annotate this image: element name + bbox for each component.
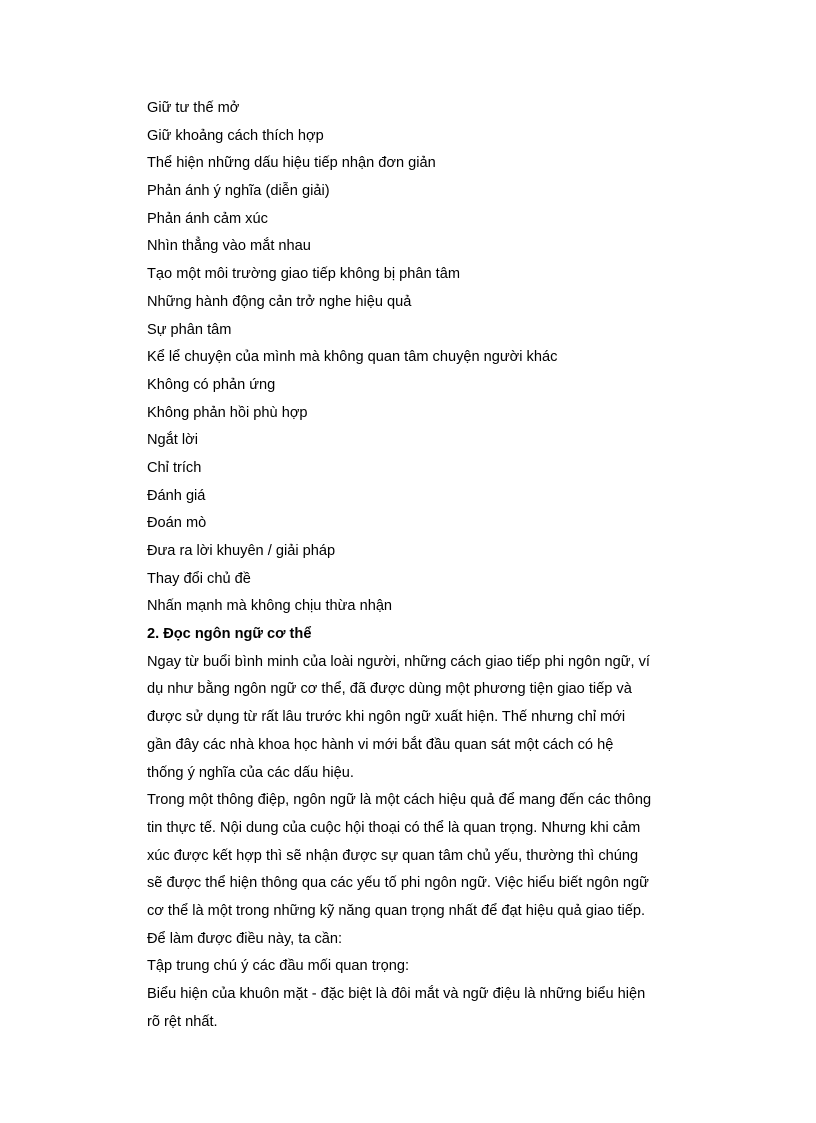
list-item: Nhìn thẳng vào mắt nhau bbox=[147, 238, 311, 255]
paragraph-line: dụ như bằng ngôn ngữ cơ thể, đã được dùng một phương tiện giao tiếp và bbox=[147, 681, 632, 698]
document-page bbox=[147, 95, 687, 1036]
list-item: Đoán mò bbox=[147, 515, 207, 532]
list-item: Thay đổi chủ đề bbox=[147, 570, 251, 587]
list-item: Phản ánh ý nghĩa (diễn giải) bbox=[147, 183, 330, 200]
paragraph-line: Ngay từ buổi bình minh của loài người, những cách giao tiếp phi ngôn ngữ, ví bbox=[147, 653, 650, 670]
list-item: Ngắt lời bbox=[147, 432, 198, 449]
paragraph-line: tin thực tế. Nội dung của cuộc hội thoại có thể là quan trọng. Nhưng khi cảm bbox=[147, 819, 641, 836]
list-item: Chỉ trích bbox=[147, 459, 202, 476]
list-item: Sự phân tâm bbox=[147, 321, 232, 338]
paragraph-line: Để làm được điều này, ta cần: bbox=[147, 930, 343, 947]
paragraph-line: Biểu hiện của khuôn mặt - đặc biệt là đôi mắt và ngữ điệu là những biểu hiện bbox=[147, 986, 646, 1002]
paragraph-line: được sử dụng từ rất lâu trước khi ngôn ngữ xuất hiện. Thế nhưng chỉ mới bbox=[147, 709, 626, 726]
list-item: Thể hiện những dấu hiệu tiếp nhận đơn giản bbox=[147, 155, 436, 172]
list-item: Giữ khoảng cách thích hợp bbox=[147, 127, 324, 144]
list-item: Tạo một môi trường giao tiếp không bị phân tâm bbox=[147, 266, 461, 283]
list-item: Đánh giá bbox=[147, 487, 206, 504]
paragraph-line: gần đây các nhà khoa học hành vi mới bắt đầu quan sát một cách có hệ bbox=[147, 736, 614, 753]
paragraph-line: xúc được kết hợp thì sẽ nhận được sự quan tâm chủ yếu, thường thì chúng bbox=[147, 847, 639, 864]
paragraph-line: rõ rệt nhất. bbox=[147, 1013, 218, 1030]
list-item: Không có phản ứng bbox=[147, 376, 276, 393]
list-item: Đưa ra lời khuyên / giải pháp bbox=[147, 543, 336, 559]
paragraph-message-language bbox=[147, 787, 687, 953]
paragraph-line: Trong một thông điệp, ngôn ngữ là một cách hiệu quả để mang đến các thông bbox=[147, 792, 652, 809]
paragraph-facial-expression bbox=[147, 981, 687, 1036]
list-item: Phản ánh cảm xúc bbox=[147, 210, 268, 227]
paragraph-line: sẽ được thể hiện thông qua các yếu tố phi ngôn ngữ. Việc hiểu biết ngôn ngữ bbox=[147, 875, 649, 892]
section-heading: 2. Đọc ngôn ngữ cơ thể bbox=[147, 626, 312, 643]
paragraph-line: thống ý nghĩa của các dấu hiệu. bbox=[147, 764, 354, 781]
list-item: Giữ tư thế mở bbox=[147, 100, 240, 116]
list-item: Những hành động cản trở nghe hiệu quả bbox=[147, 293, 412, 310]
paragraph-dawn-of-mankind bbox=[147, 649, 687, 787]
list-item: Nhấn mạnh mà không chịu thừa nhận bbox=[147, 598, 393, 615]
list-item: Không phản hồi phù hợp bbox=[147, 404, 308, 421]
paragraph-line: cơ thể là một trong những kỹ năng quan trọng nhất để đạt hiệu quả giao tiếp. bbox=[147, 902, 646, 919]
list-item: Kể lể chuyện của mình mà không quan tâm chuyện người khác bbox=[147, 349, 558, 366]
focus-line: Tập trung chú ý các đầu mối quan trọng: bbox=[147, 958, 410, 975]
